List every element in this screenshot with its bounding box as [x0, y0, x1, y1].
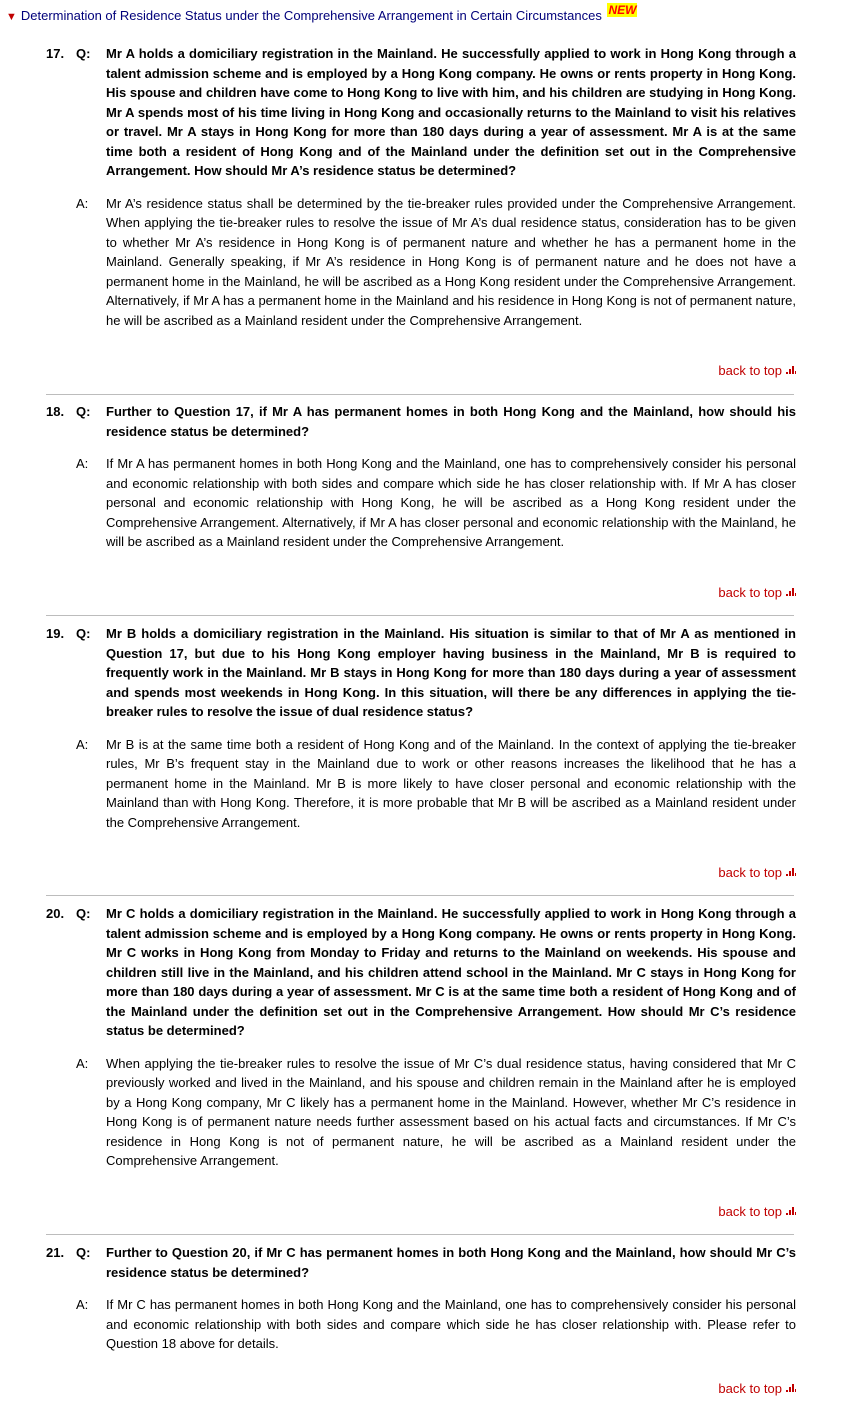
back-to-top-label[interactable]: back to top [718, 1381, 782, 1396]
answer-text: If Mr A has permanent homes in both Hong Kong and the Mainland, one has to comprehensively consider his personal and economic relationship with both sides and compare which side he has closer relationship with. If Mr A has closer personal and economic relationship with Hong Kong, he will be ascribed as a Hong Kong resident under the Comprehensive Arrangement. Alternatively, if Mr A has closer personal and economic relationship with the Mainland, he will be ascribed as a Mainland resident under the Comprehensive Arrangement. [106, 456, 796, 549]
a-label: A: [76, 736, 89, 752]
divider [46, 1234, 794, 1235]
back-to-top-label[interactable]: back to top [718, 585, 782, 600]
question-number: 20. [46, 906, 65, 921]
a-label: A: [76, 456, 89, 471]
qa-item-19 [0, 624, 848, 832]
question-number: 21. [46, 1245, 65, 1260]
back-to-top-icon [786, 366, 796, 374]
q-label: Q: [76, 46, 91, 61]
divider [46, 615, 794, 616]
back-to-top-label[interactable]: back to top [718, 363, 782, 378]
qa-item-18 [0, 402, 848, 552]
new-badge: NEW [608, 3, 637, 17]
question-number: 17. [46, 46, 65, 61]
question-text: Mr C holds a domiciliary registration in the Mainland. He successfully applied to work in Hong Kong through a talent admission scheme and is employed by a Hong Kong company. He owns or rents property in Hong Kong. Mr C works in Hong Kong from Monday to Friday and returns to the Mainland on weekends. His spouse and children still live in the Mainland, and his children attend school in the Mainland. Mr C stays in Hong Kong for more than 180 days during a year of assessment. Mr C is at the same time both a resident of Hong Kong and of the Mainland under the definition set out in the Comprehensive Arrangement. How should Mr C’s residence status be determined? [106, 906, 796, 1038]
back-to-top-link[interactable] [718, 1381, 796, 1396]
question-text: Further to Question 20, if Mr C has permanent homes in both Hong Kong and the Mainland, how should Mr C’s residence status be determined? [106, 1245, 796, 1280]
expand-triangle-icon[interactable]: ▼ [6, 11, 17, 23]
question-text: Mr B holds a domiciliary registration in the Mainland. His situation is similar to that of Mr A as mentioned in Question 17, but due to his Hong Kong employer having business in the Mainland, Mr B is required to frequently work in the Mainland. Mr B stays in Hong Kong for more than 180 days during a year of assessment and spends most weekends in Hong Kong. In this situation, will there be any differences in applying the tie-breaker rules to resolve the issue of dual residence status? [106, 626, 796, 719]
back-to-top-icon [786, 1207, 796, 1215]
qa-item-20 [0, 904, 848, 1171]
answer-text: Mr A’s residence status shall be determined by the tie-breaker rules provided under the Comprehensive Arrangement. When applying the tie-breaker rules to resolve the issue of Mr A’s dual residence status, consideration has to be given to whether Mr A’s residence in Hong Kong is of permanent nature and whether he has a permanent home in the Mainland. Generally speaking, if Mr A’s residence in Hong Kong is of permanent nature and he does not have a permanent home in the Mainland, he will be ascribed as a Hong Kong resident under the Comprehensive Arrangement. Alternatively, if Mr A has a permanent home in the Mainland and his residence in Hong Kong is not of permanent nature, he will be ascribed as a Mainland resident under the Comprehensive Arrangement. [106, 195, 796, 328]
qa-item-21 [0, 1243, 848, 1354]
back-to-top-icon [786, 588, 796, 596]
q-label: Q: [76, 404, 91, 419]
back-to-top-icon [786, 1384, 796, 1392]
a-label: A: [76, 1297, 89, 1312]
answer-text: When applying the tie-breaker rules to resolve the issue of Mr C’s dual residence status, having considered that Mr C previously worked and lived in the Mainland, and his spouse and children remain in the Mainland after he is employed by a Hong Kong company, Mr C likely has a permanent home in the Mainland. However, whether Mr C’s residence in Hong Kong is of permanent nature needs further assessment based on his actual facts and circumstances. If Mr C’s residence in Hong Kong is not of permanent nature, he will be ascribed as a Mainland resident under the Comprehensive Arrangement. [106, 1055, 796, 1168]
answer-text: If Mr C has permanent homes in both Hong Kong and the Mainland, one has to comprehensively consider his personal and economic relationship with both sides and compare which side he has closer relationship with. Please refer to Question 18 above for details. [106, 1297, 796, 1351]
q-label: Q: [76, 1245, 91, 1260]
q-label: Q: [76, 626, 91, 641]
section-title[interactable]: Determination of Residence Status under the Comprehensive Arrangement in Certain Circumstances [20, 8, 602, 23]
back-to-top-icon [786, 868, 796, 876]
q-label: Q: [76, 906, 91, 921]
divider [46, 895, 794, 896]
back-to-top-label[interactable]: back to top [718, 1204, 782, 1219]
question-number: 19. [46, 626, 65, 641]
back-to-top-label[interactable]: back to top [718, 865, 782, 880]
back-to-top-link[interactable] [718, 363, 796, 378]
question-text: Mr A holds a domiciliary registration in the Mainland. He successfully applied to work in Hong Kong through a talent admission scheme and is employed by a Hong Kong company. He owns or rents property in Hong Kong. His spouse and children have come to Hong Kong to live with him, and his children are studying in Hong Kong. Mr A spends most of his time living in Hong Kong and occasionally returns to the Mainland to visit his relatives or travel. Mr A stays in Hong Kong for more than 180 days during a year of assessment. Mr A is at the same time both a resident of Hong Kong and of the Mainland under the definition set out in the Comprehensive Arrangement. How should Mr A’s residence status be determined? [106, 46, 796, 178]
a-label: A: [76, 1055, 89, 1071]
back-to-top-link[interactable] [718, 1204, 796, 1219]
divider [46, 394, 794, 395]
section-header[interactable] [6, 3, 637, 23]
question-text: Further to Question 17, if Mr A has permanent homes in both Hong Kong and the Mainland, how should his residence status be determined? [106, 404, 796, 439]
a-label: A: [76, 195, 89, 211]
back-to-top-link[interactable] [718, 865, 796, 880]
answer-text: Mr B is at the same time both a resident of Hong Kong and of the Mainland. In the context of applying the tie-breaker rules, Mr B’s frequent stay in the Mainland due to work or other reasons increases the likelihood that he has a permanent home in the Mainland. Mr B is more likely to have closer personal and economic relationship with the Mainland than with Hong Kong. Therefore, it is more probable that Mr B will be ascribed as a Mainland resident under the Comprehensive Arrangement. [106, 736, 796, 830]
back-to-top-link[interactable] [718, 585, 796, 600]
question-number: 18. [46, 404, 65, 419]
qa-item-17 [0, 44, 848, 330]
